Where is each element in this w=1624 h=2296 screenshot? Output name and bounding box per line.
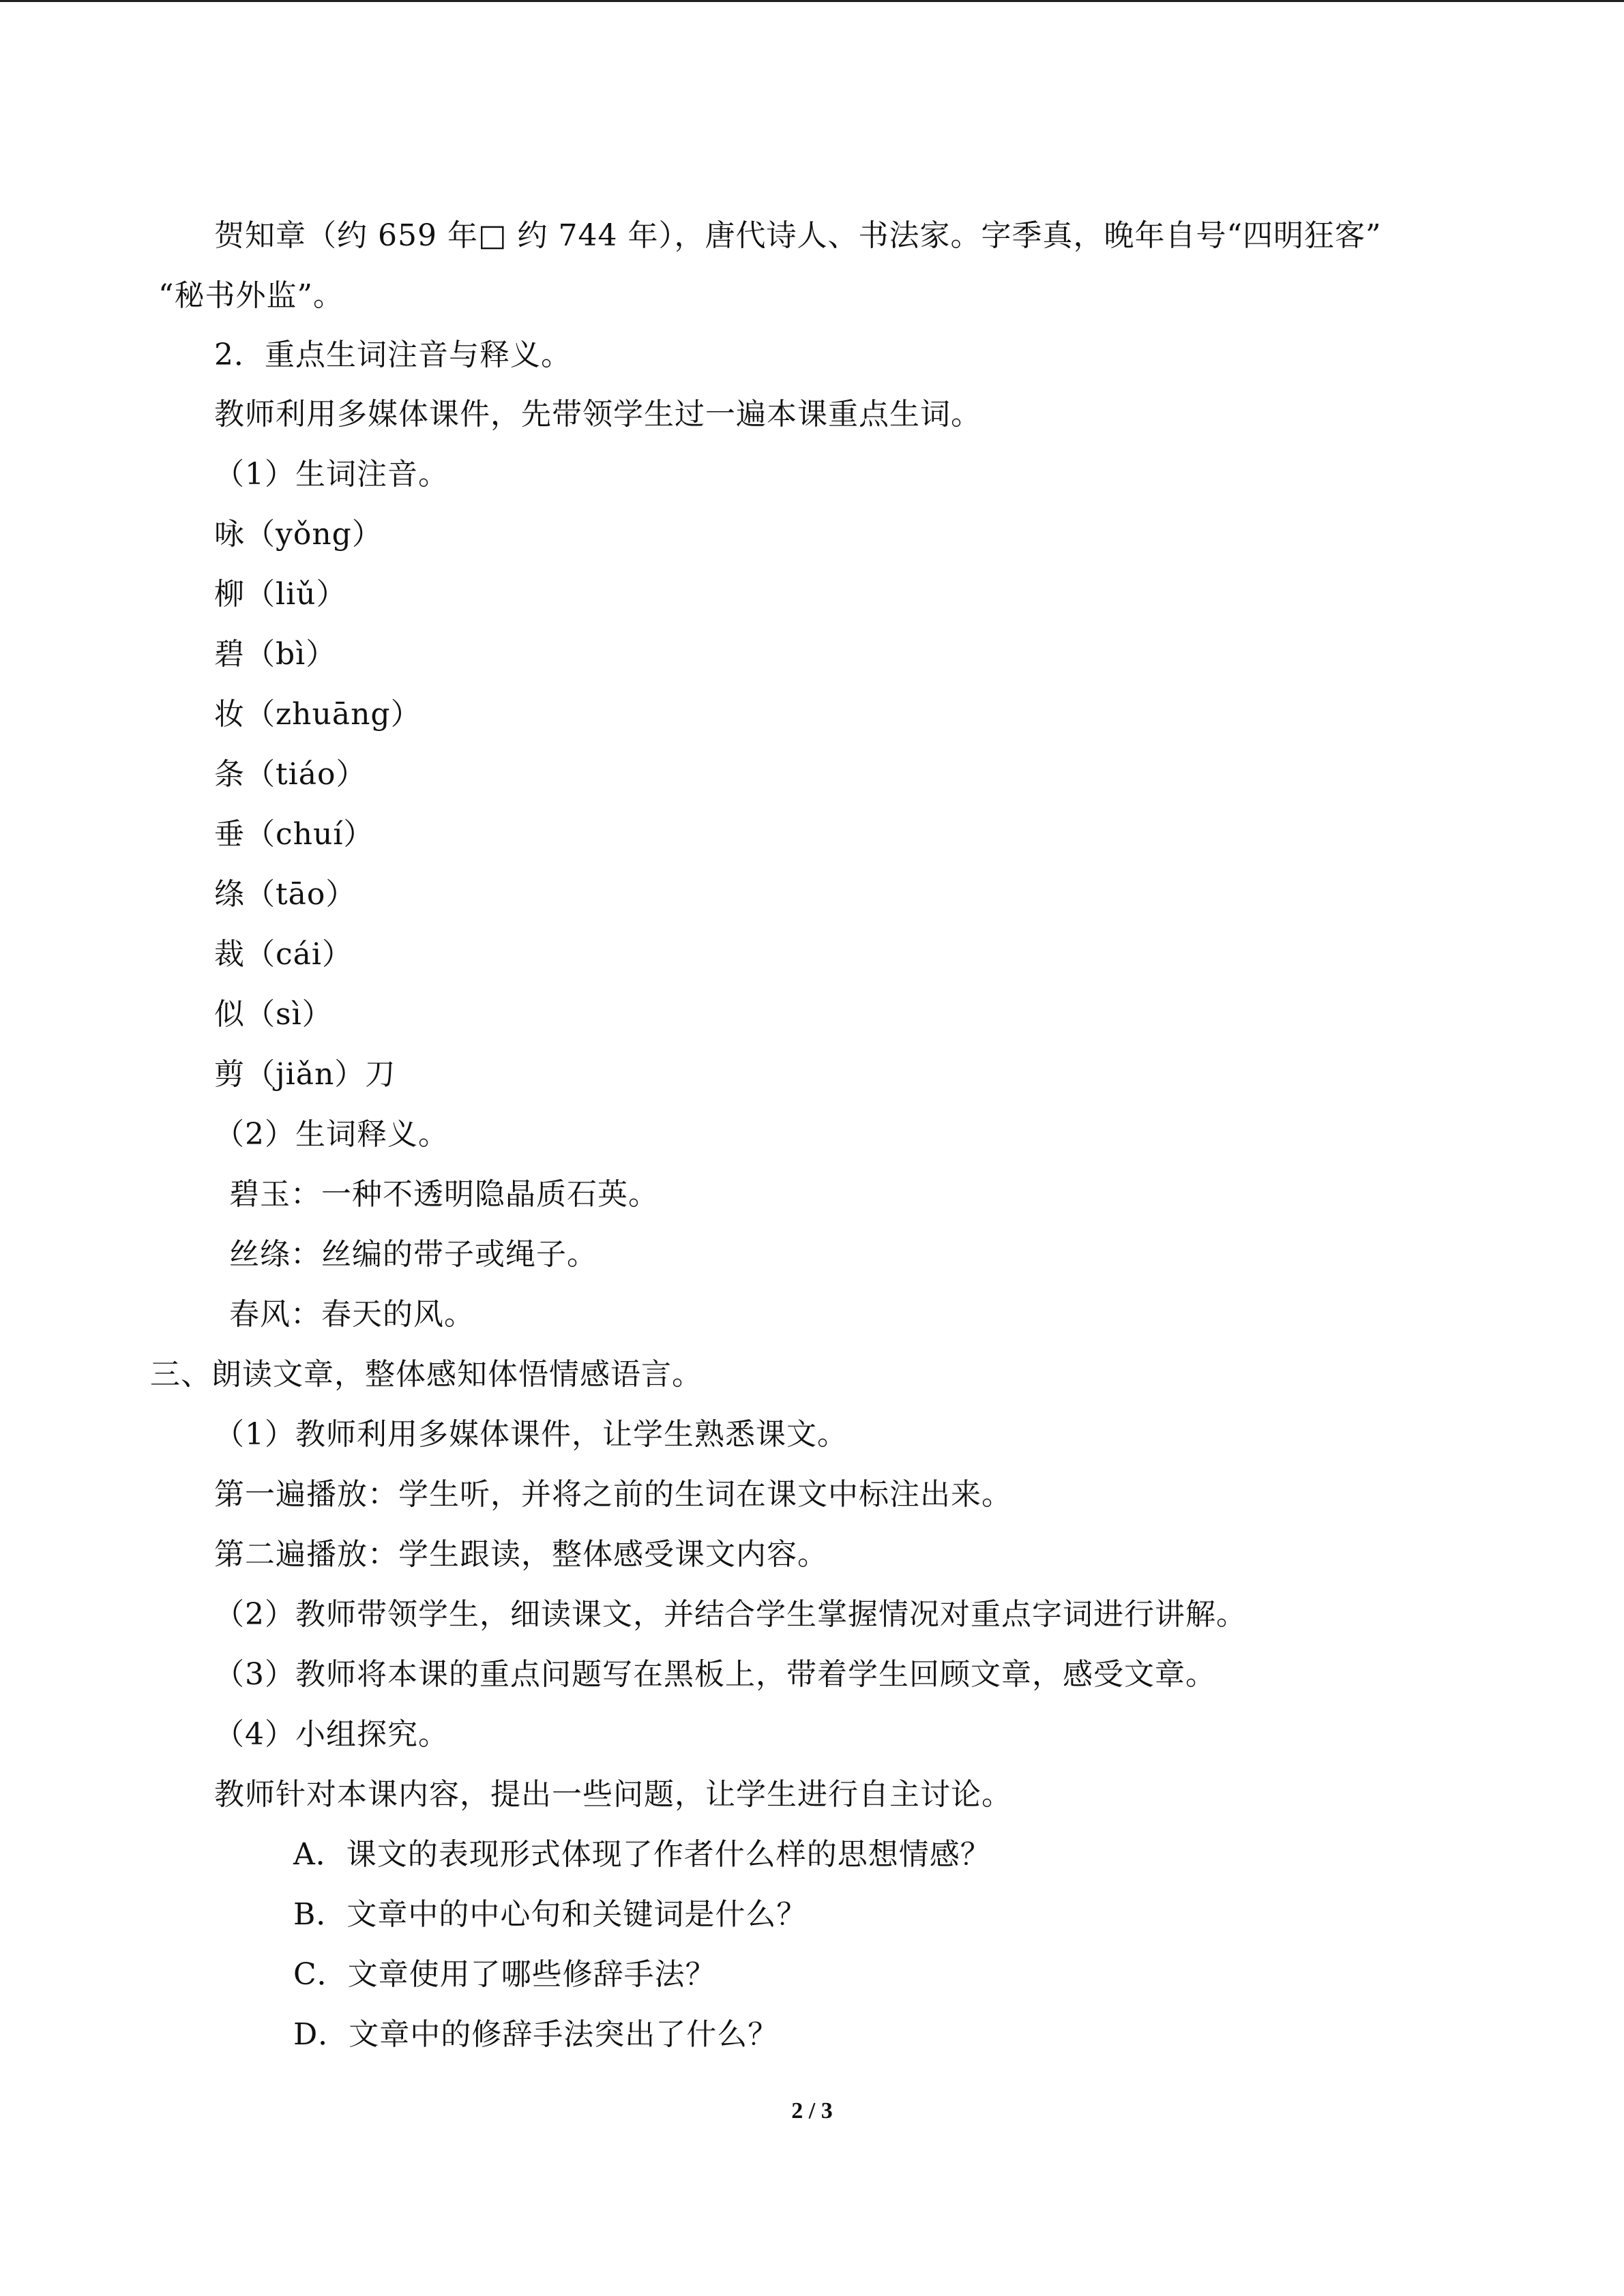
definition-item: 丝绦：丝编的带子或绳子。 bbox=[229, 1237, 597, 1272]
paragraph-step: （4）小组探究。 bbox=[214, 1717, 449, 1752]
vocab-item: 剪（jiǎn）刀 bbox=[214, 1057, 396, 1092]
vocab-item: 垂（chuí） bbox=[214, 817, 374, 852]
paragraph-author-bio: 贺知章（约 659 年□ 约 744 年），唐代诗人、书法家。字季真，晚年自号“四明狂客” bbox=[214, 218, 1382, 253]
vocab-item: 绦（tāo） bbox=[214, 877, 357, 912]
paragraph-step: （1）教师利用多媒体课件，让学生熟悉课文。 bbox=[214, 1417, 848, 1452]
page-number: 2 / 3 bbox=[791, 2098, 833, 2123]
vocab-item: 条（tiáo） bbox=[214, 757, 367, 792]
paragraph-step: 第二遍播放：学生跟读，整体感受课文内容。 bbox=[214, 1537, 828, 1572]
definition-item: 春风：春天的风。 bbox=[229, 1297, 475, 1332]
vocab-item: 碧（bì） bbox=[214, 637, 337, 672]
subheading-definitions: （2）生词释义。 bbox=[214, 1117, 449, 1152]
section-heading-vocab: 2．重点生词注音与释义。 bbox=[214, 338, 572, 372]
paragraph-author-bio-cont: “秘书外监”。 bbox=[158, 278, 344, 313]
vocab-item: 咏（yǒng） bbox=[214, 517, 383, 552]
question-item: C．文章使用了哪些修辞手法？ bbox=[293, 1957, 716, 1992]
vocab-item: 似（sì） bbox=[214, 997, 333, 1032]
subheading-pronunciation: （1）生词注音。 bbox=[214, 457, 449, 492]
question-item: B．文章中的中心句和关键词是什么？ bbox=[293, 1897, 808, 1932]
vocab-item: 妆（zhuāng） bbox=[214, 697, 422, 732]
paragraph-vocab-intro: 教师利用多媒体课件，先带领学生过一遍本课重点生词。 bbox=[214, 397, 981, 432]
paragraph-step: （2）教师带领学生，细读课文，并结合学生掌握情况对重点字词进行讲解。 bbox=[214, 1597, 1247, 1632]
definition-item: 碧玉：一种不透明隐晶质石英。 bbox=[229, 1177, 659, 1212]
section-heading-reading: 三、朗读文章，整体感知体悟情感语言。 bbox=[150, 1357, 703, 1392]
question-item: D．文章中的修辞手法突出了什么？ bbox=[293, 2017, 779, 2052]
question-item: A．课文的表现形式体现了作者什么样的思想情感？ bbox=[293, 1837, 991, 1872]
paragraph-step: （3）教师将本课的重点问题写在黑板上，带着学生回顾文章，感受文章。 bbox=[214, 1657, 1216, 1692]
paragraph-discussion-intro: 教师针对本课内容，提出一些问题，让学生进行自主讨论。 bbox=[214, 1777, 1012, 1812]
paragraph-step: 第一遍播放：学生听，并将之前的生词在课文中标注出来。 bbox=[214, 1477, 1012, 1512]
vocab-item: 裁（cái） bbox=[214, 937, 353, 972]
vocab-item: 柳（liǔ） bbox=[214, 577, 347, 612]
